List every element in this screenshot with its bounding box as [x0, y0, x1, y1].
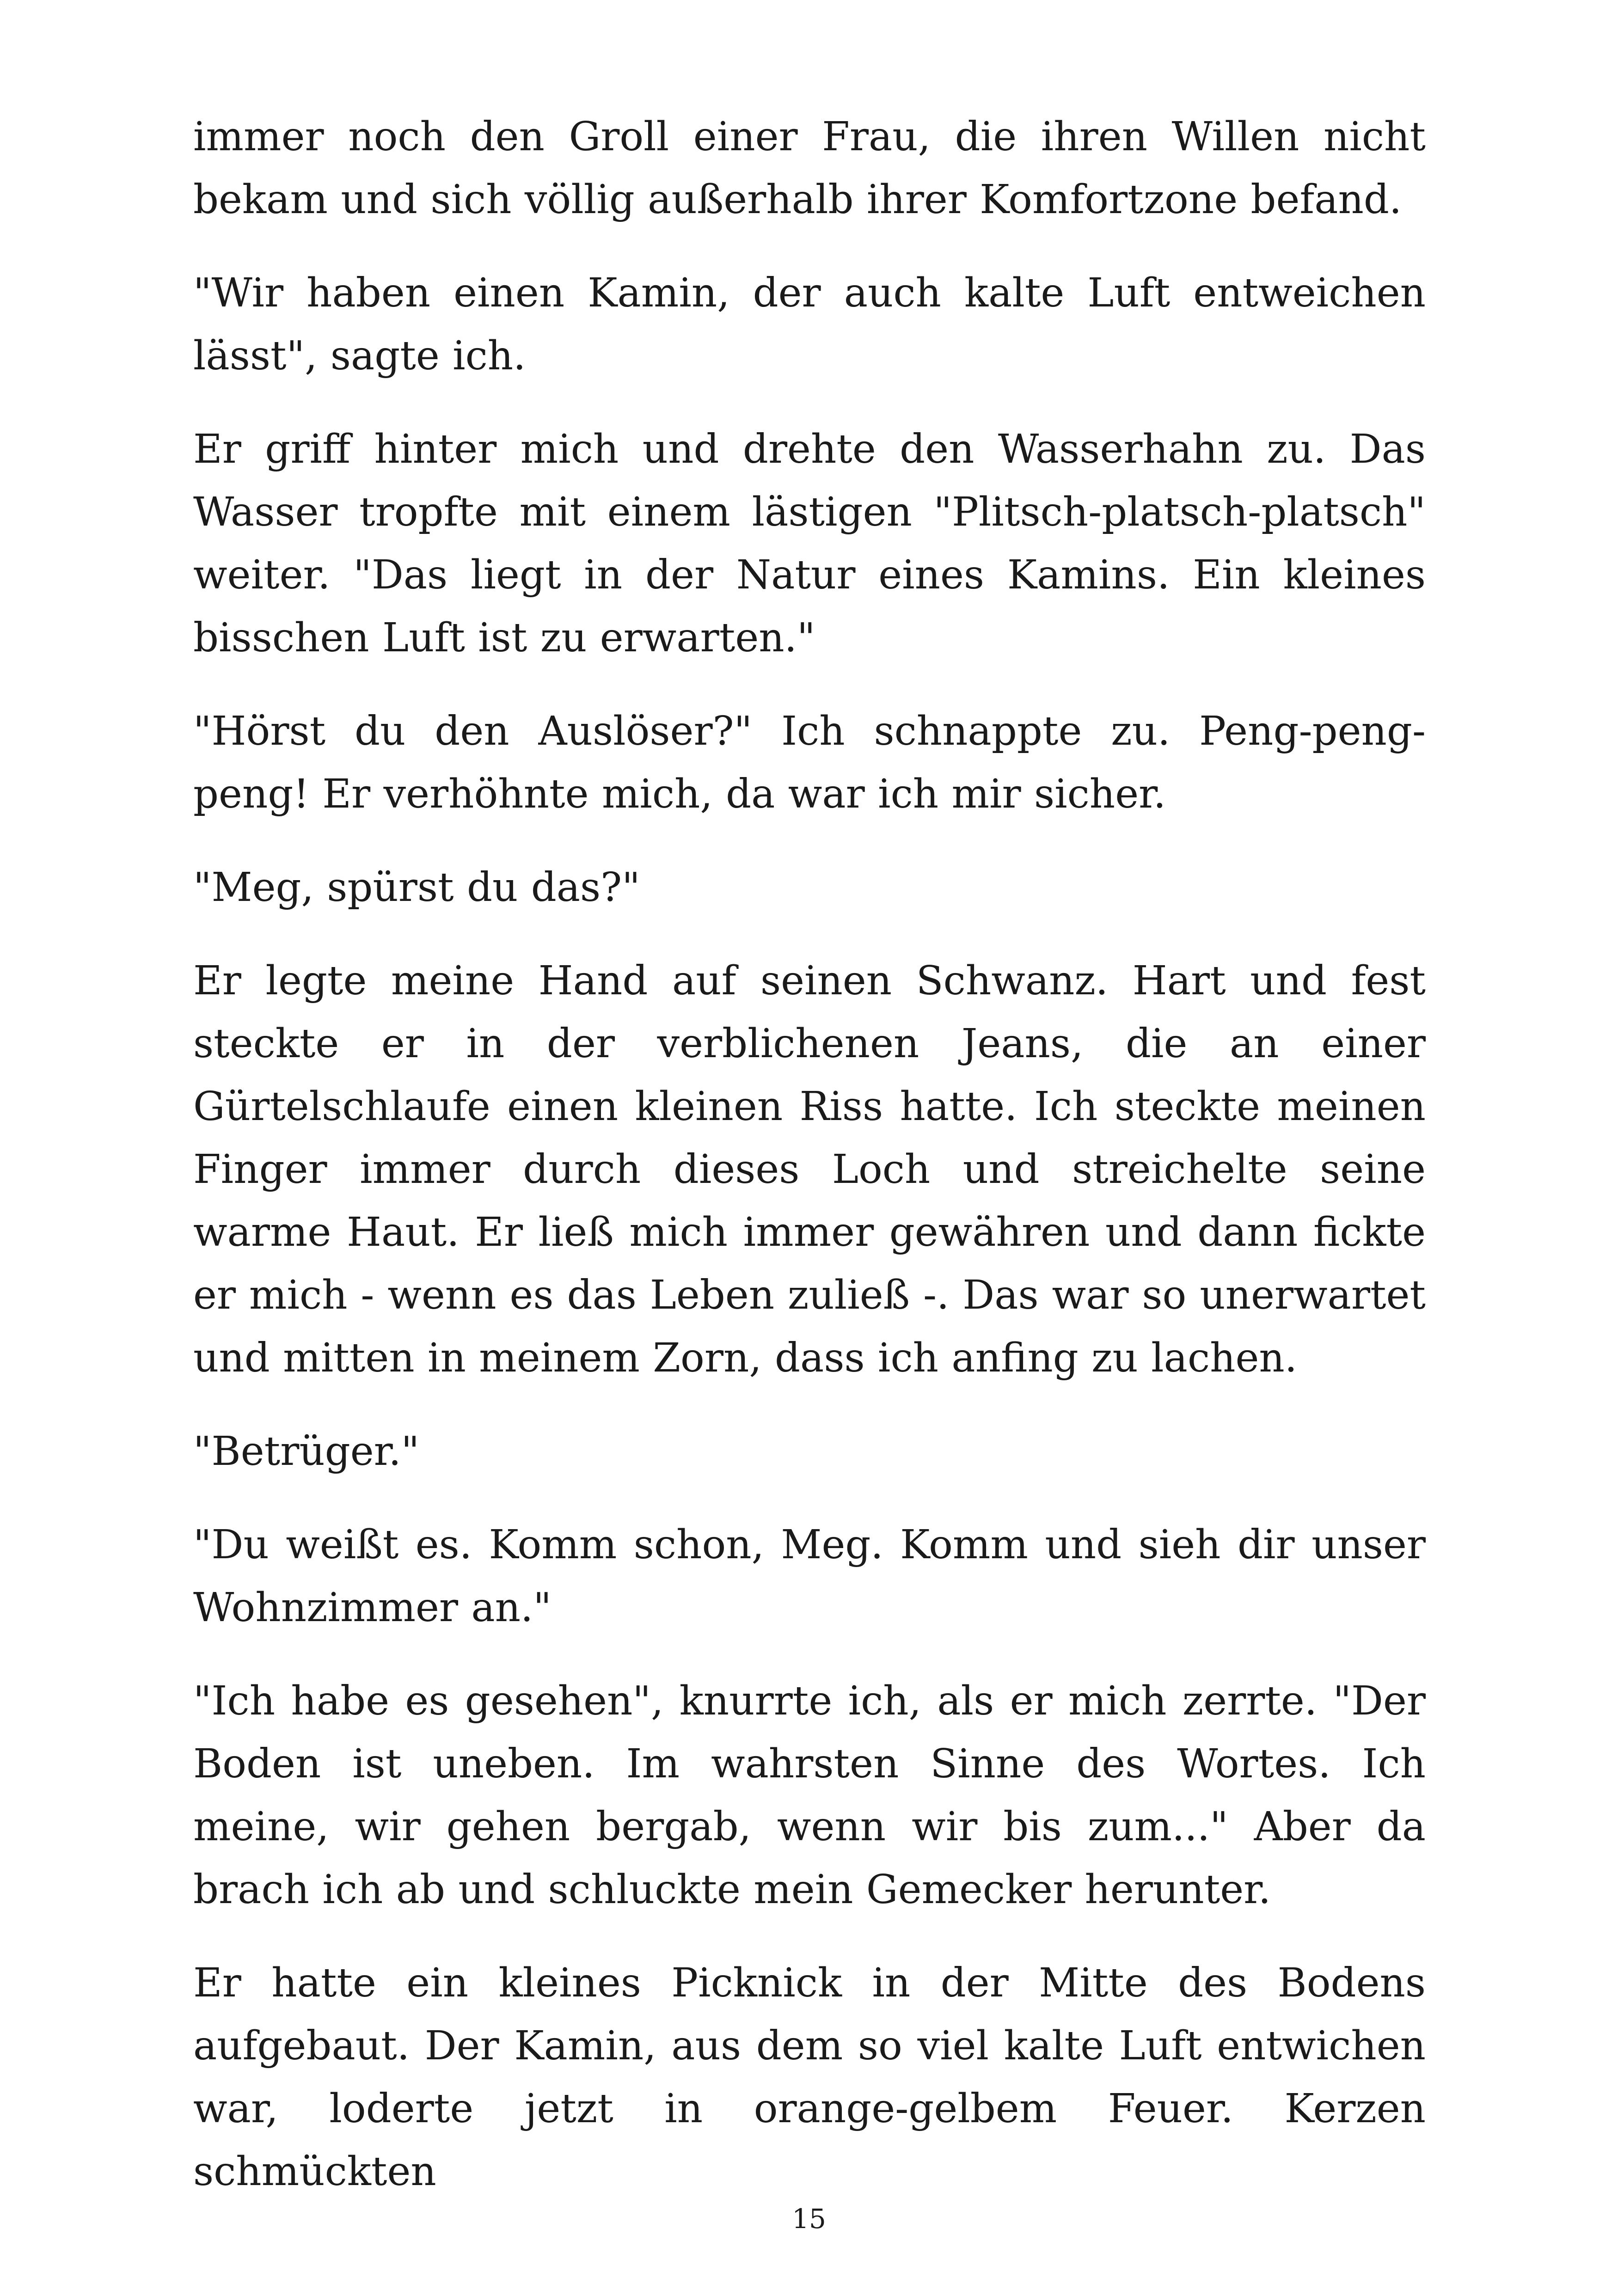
- paragraph: "Meg, spürst du das?": [193, 864, 640, 911]
- paragraph: "Ich habe es gesehen", knurrte ich, als er mich zerrte. "Der Boden ist uneben. Im wahrsten Sinne des Wortes. Ich meine, wir gehen bergab, wenn wir bis zum..." Aber da brach ich ab und schluckte mein Gemecker herunter.: [193, 1678, 1426, 1913]
- paragraph: immer noch den Groll einer Frau, die ihren Willen nicht bekam und sich völlig außerhalb ihrer Komfortzone befand.: [193, 114, 1426, 223]
- paragraph: Er legte meine Hand auf seinen Schwanz. Hart und fest steckte er in der verblichenen Jeans, die an einer Gürtelschlaufe einen kleinen Riss hatte. Ich steckte meinen Finger immer durch dieses Loch und streichelte seine warme Haut. Er ließ mich immer gewähren und dann fickte er mich - wenn es das Leben zuließ -. Das war so unerwartet und mitten in meinem Zorn, dass ich anfing zu lachen.: [193, 958, 1426, 1381]
- paragraph: Er hatte ein kleines Picknick in der Mitte des Bodens aufgebaut. Der Kamin, aus dem so viel kalte Luft entwichen war, loderte jetzt in orange-gelbem Feuer. Kerzen schmückten: [193, 1960, 1426, 2195]
- paragraph: "Du weißt es. Komm schon, Meg. Komm und sieh dir unser Wohnzimmer an.": [193, 1522, 1426, 1631]
- body-text: [193, 105, 1426, 2234]
- paragraph: "Hörst du den Auslöser?" Ich schnappte zu. Peng-peng-peng! Er verhöhnte mich, da war ich mir sicher.: [193, 708, 1426, 817]
- page-number: 15: [792, 2203, 826, 2235]
- paragraph: "Wir haben einen Kamin, der auch kalte Luft entweichen lässt", sagte ich.: [193, 270, 1426, 379]
- paragraph: "Betrüger.": [193, 1428, 420, 1475]
- paragraph: Er griff hinter mich und drehte den Wasserhahn zu. Das Wasser tropfte mit einem lästigen "Plitsch-platsch-platsch" weiter. "Das liegt in der Natur eines Kamins. Ein kleines bisschen Luft ist zu erwarten.": [193, 426, 1426, 661]
